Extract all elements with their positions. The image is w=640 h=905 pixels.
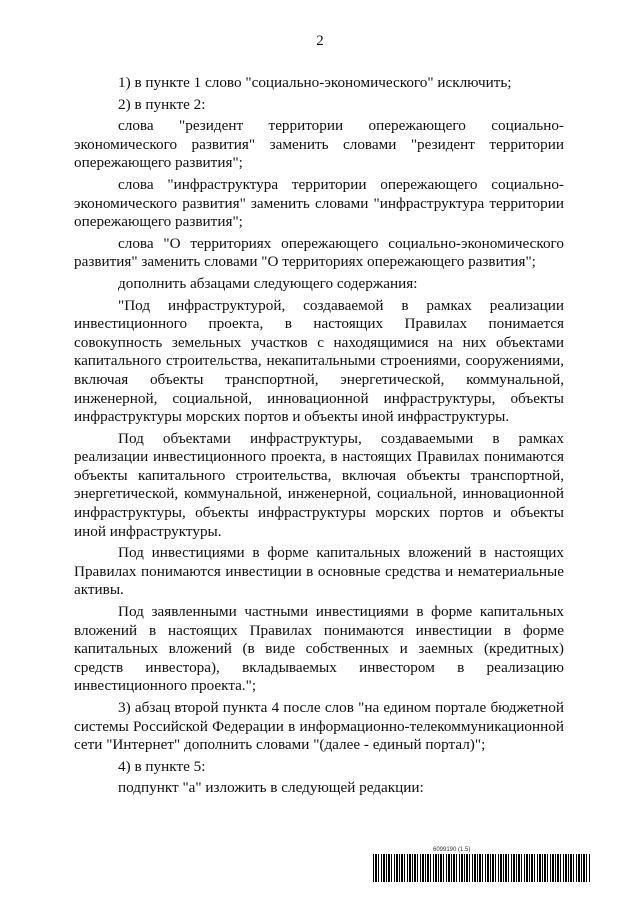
paragraph-investments-definition: Под инвестициями в форме капитальных вложений в настоящих Правилах понимаются инвестиции в основные средства и нематериальные активы. (74, 544, 564, 599)
paragraph-resident-replacement: слова "резидент территории опережающего социально-экономического развития" заменить словами "резидент территории опережающего развития"; (74, 117, 564, 172)
document-body (74, 74, 564, 801)
paragraph-private-investments-definition: Под заявленными частными инвестициями в форме капитальных вложений в настоящих Правилах понимаются инвестиции в форме капитальных вложений (в виде собственных и заемных (кредитных) средств инвестора), вкладываемых инвестором в реализацию инвестиционного проекта."; (74, 603, 564, 695)
paragraph-infrastructure-objects-definition: Под объектами инфраструктуры, создаваемыми в рамках реализации инвестиционного проекта, в настоящих Правилах понимаются объекты капитального строительства, включая объекты транспортной, энергетической, коммунальной, инженерной, социальной, инновационной инфраструктуры, объекты инфраструктуры морских портов и объекты иной инфраструктуры. (74, 429, 564, 540)
barcode-image (373, 854, 591, 882)
paragraph-item-1-point-1: 1) в пункте 1 слово "социально-экономического" исключить; (118, 74, 512, 91)
paragraph-item-4-point-5: 4) в пункте 5: (118, 757, 206, 775)
document-barcode-block (373, 847, 591, 882)
paragraph-item-3-point-4: 3) абзац второй пункта 4 после слов "на едином портале бюджетной системы Российской Федерации в информационно-телекоммуникационной сети "Интернет" дополнить словами "(далее - единый портал)"; (74, 699, 564, 754)
paragraph-add-intro: дополнить абзацами следующего содержания: (118, 274, 418, 292)
paragraph-infrastructure-definition: "Под инфраструктурой, создаваемой в рамках реализации инвестиционного проекта, в настоящих Правилах понимается совокупность земельных участков с находящимися на них объектами капитального строительства, некапитальными строениями, сооружениями, включая объекты транспортной, энергетической, коммунальной, инженерной, социальной, инновационной инфраструктуры, объекты инфраструктуры морских портов и объекты иной инфраструктуры. (74, 296, 564, 426)
paragraph-infrastructure-replacement: слова "инфраструктура территории опережающего социально-экономического развития" заменить словами "инфраструктура территории опережающего развития"; (74, 175, 564, 231)
paragraph-law-title-replacement: слова "О территориях опережающего социально-экономического развития" заменить словами "О территориях опережающего развития"; (74, 234, 564, 271)
paragraph-item-2-point-2: 2) в пункте 2: (118, 95, 206, 113)
barcode-caption: 6099190 (1.5) (433, 847, 471, 853)
paragraph-subpoint-a: подпункт "а" изложить в следующей редакции: (118, 779, 424, 797)
page-number: 2 (316, 33, 324, 49)
